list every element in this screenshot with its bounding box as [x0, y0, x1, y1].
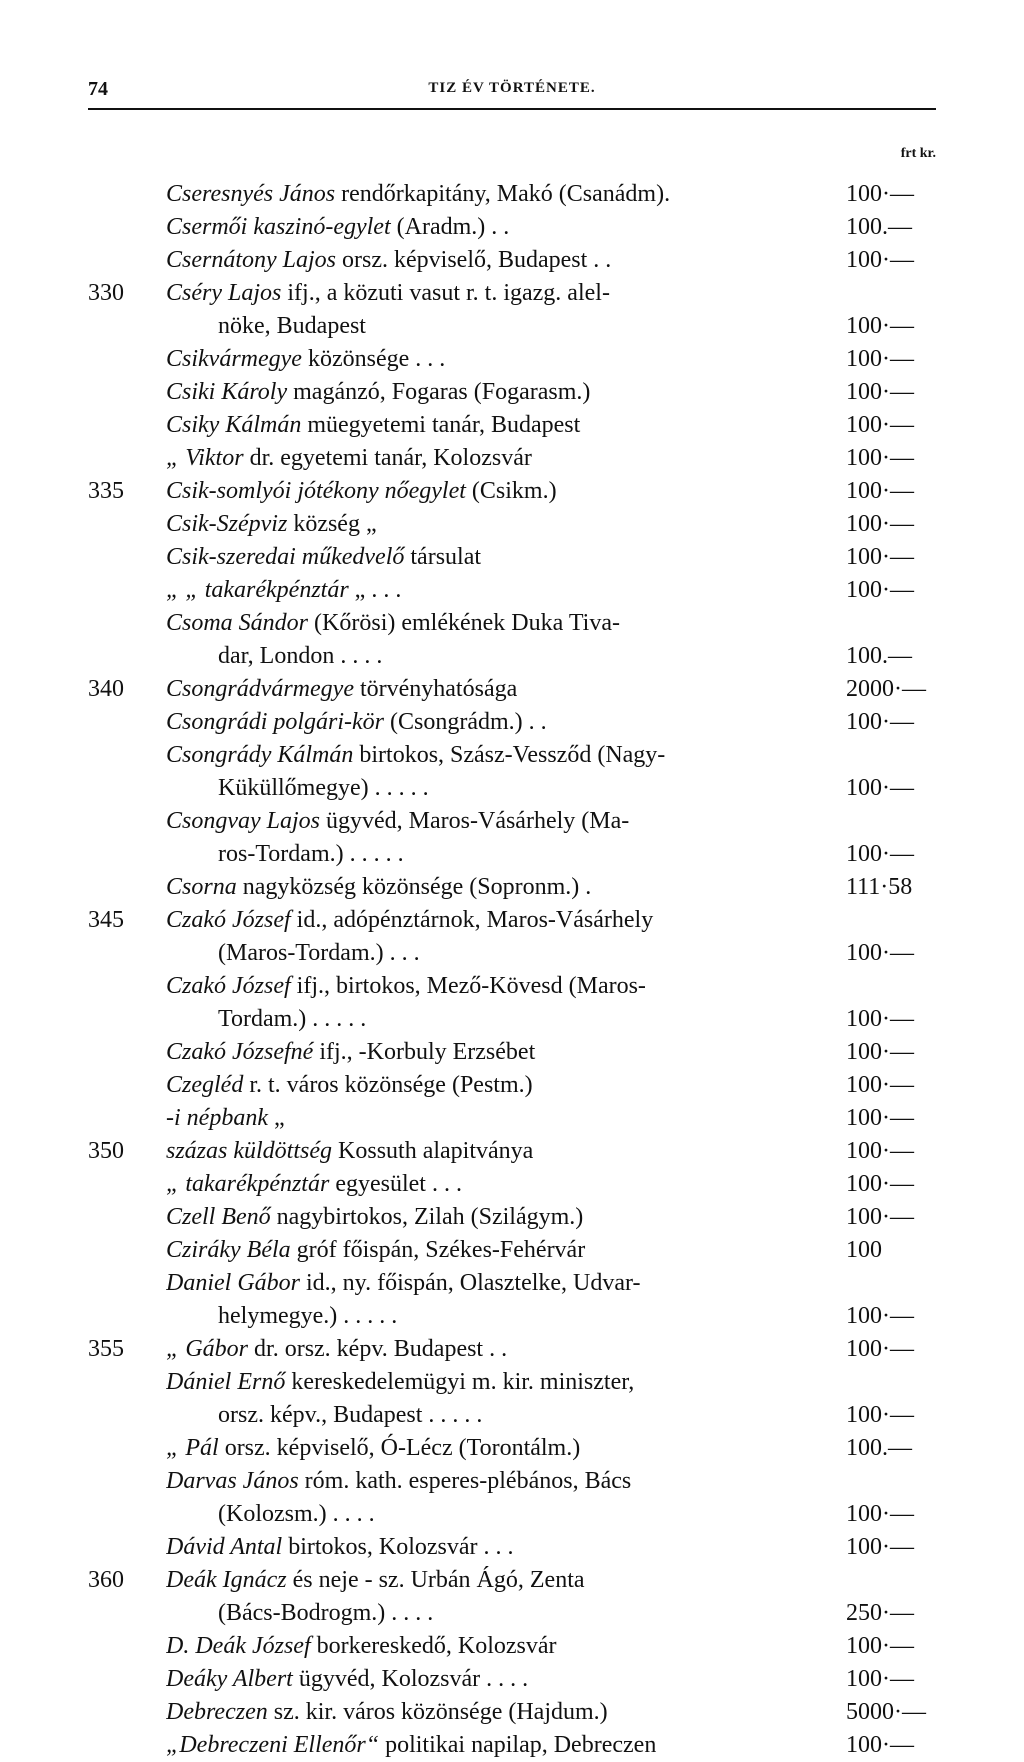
- entry-text: [166, 706, 848, 739]
- donor-list: [88, 178, 936, 1762]
- entry-text: [166, 1531, 848, 1564]
- running-title: TIZ ÉV TÖRTÉNETE.: [428, 80, 596, 96]
- list-entry: [88, 1234, 936, 1267]
- donor-name: „ „ takarékpénztár: [166, 577, 349, 603]
- donation-amount: 100.—: [846, 214, 912, 240]
- list-entry: [88, 1432, 936, 1465]
- list-entry: [88, 1498, 936, 1531]
- donor-name: Czakó József: [166, 907, 291, 933]
- entry-text: [166, 376, 848, 409]
- entry-number: 340: [88, 676, 124, 702]
- entry-description: közönsége . . .: [301, 346, 446, 372]
- entry-text: [166, 409, 848, 442]
- entry-description: (Kolozsm.) . . . .: [218, 1501, 375, 1527]
- list-entry: [88, 1531, 936, 1564]
- donor-name: „ takarékpénztár: [166, 1171, 330, 1197]
- entry-description: müegyetemi tanár, Budapest: [301, 412, 581, 438]
- entry-description: birtokos, Kolozsvár . . .: [282, 1534, 514, 1560]
- donor-name: Dániel Ernő: [166, 1369, 286, 1395]
- donation-amount: 100·—: [846, 1072, 914, 1098]
- entry-text: [166, 1498, 900, 1531]
- donation-amount: 100: [846, 1237, 882, 1263]
- entry-description: id., ny. főispán, Olasztelke, Udvar-: [300, 1270, 641, 1296]
- entry-text: [166, 1201, 848, 1234]
- donor-name: Czell Benő: [166, 1204, 271, 1230]
- list-entry: [88, 970, 936, 1003]
- donation-amount: 100·—: [846, 1039, 914, 1065]
- entry-number: 335: [88, 478, 124, 504]
- donation-amount: 100·—: [846, 577, 914, 603]
- entry-text: [166, 1333, 848, 1366]
- donor-name: Cseresnyés János: [166, 181, 336, 207]
- entry-text: [166, 1036, 848, 1069]
- list-entry: [88, 211, 936, 244]
- entry-text: [166, 244, 848, 277]
- donation-amount: 250·—: [846, 1600, 914, 1626]
- entry-description: (Bács-Bodrogm.) . . . .: [218, 1600, 434, 1626]
- donation-amount: 100·—: [846, 1666, 914, 1692]
- list-entry: [88, 1465, 936, 1498]
- entry-text: [166, 1432, 848, 1465]
- donation-amount: 100·—: [846, 1138, 914, 1164]
- entry-description: dr. orsz. képv. Budapest . .: [248, 1336, 508, 1362]
- entry-description: (Csongrádm.) . .: [384, 709, 547, 735]
- entry-description: sz. kir. város közönsége (Hajdum.): [267, 1699, 608, 1725]
- entry-description: orsz. képv., Budapest . . . . .: [218, 1402, 483, 1428]
- list-entry: [88, 739, 936, 772]
- donation-amount: 100·—: [846, 346, 914, 372]
- donor-name: Deák Ignácz: [166, 1567, 287, 1593]
- donation-amount: 100·—: [846, 1204, 914, 1230]
- list-entry: [88, 1663, 936, 1696]
- entry-description: nagyközség közönsége (Sopronm.) .: [236, 874, 592, 900]
- donation-amount: 100·—: [846, 709, 914, 735]
- currency-column-header: frt kr.: [900, 146, 936, 161]
- list-entry: [88, 1003, 936, 1036]
- list-entry: [88, 805, 936, 838]
- entry-description: (Csikm.): [465, 478, 557, 504]
- entry-text: [166, 1003, 900, 1036]
- entry-text: [166, 673, 848, 706]
- entry-text: [166, 1168, 848, 1201]
- entry-text: [166, 211, 848, 244]
- list-entry: [88, 673, 936, 706]
- list-entry: [88, 1300, 936, 1333]
- entry-text: [166, 1630, 848, 1663]
- donor-name: Cziráky Béla: [166, 1237, 291, 1263]
- donor-name: Czakó Józsefné: [166, 1039, 314, 1065]
- entry-text: [166, 1135, 848, 1168]
- entry-text: [166, 871, 848, 904]
- list-entry: [88, 607, 936, 640]
- donor-name: Csermői kaszinó-egylet: [166, 214, 391, 240]
- entry-number: 355: [88, 1336, 124, 1362]
- donation-amount: 100·—: [846, 1501, 914, 1527]
- donor-name: Dávid Antal: [166, 1534, 283, 1560]
- donation-amount: 100.—: [846, 643, 912, 669]
- entry-description: (Kőrösi) emlékének Duka Tiva-: [308, 610, 620, 636]
- list-entry: [88, 1333, 936, 1366]
- entry-text: [166, 1102, 848, 1135]
- entry-text: [166, 1267, 848, 1300]
- page-number: 74: [88, 78, 108, 100]
- entry-text: [166, 178, 848, 211]
- list-entry: [88, 871, 936, 904]
- list-entry: [88, 706, 936, 739]
- entry-text: [166, 1597, 900, 1630]
- entry-description: ifj., a közuti vasut r. t. igazg. alel-: [281, 280, 610, 306]
- donation-amount: 5000·—: [846, 1699, 926, 1725]
- donor-name: Csongrády Kálmán: [166, 742, 354, 768]
- entry-text: [166, 1366, 848, 1399]
- entry-description: társulat: [404, 544, 482, 570]
- donor-name: Debreczen: [166, 1699, 268, 1725]
- donor-name: „ Viktor: [166, 445, 244, 471]
- entry-description: borkereskedő, Kolozsvár: [310, 1633, 557, 1659]
- list-entry: [88, 442, 936, 475]
- entry-text: [166, 1696, 848, 1729]
- donation-amount: 100·—: [846, 379, 914, 405]
- entry-description: és neje - sz. Urbán Ágó, Zenta: [286, 1567, 585, 1593]
- entry-description: orsz. képviselő, Ó-Lécz (Torontálm.): [218, 1435, 581, 1461]
- donor-name: Deáky Albert: [166, 1666, 293, 1692]
- list-entry: [88, 343, 936, 376]
- entry-description: ügyvéd, Kolozsvár . . . .: [292, 1666, 529, 1692]
- list-entry: [88, 1729, 936, 1762]
- list-entry: [88, 904, 936, 937]
- list-entry: [88, 277, 936, 310]
- list-entry: [88, 541, 936, 574]
- list-entry: [88, 1168, 936, 1201]
- entry-text: [166, 970, 848, 1003]
- entry-text: [166, 574, 848, 607]
- entry-description: (Aradm.) . .: [390, 214, 510, 240]
- entry-text: [166, 541, 848, 574]
- donor-name: „ Gábor: [166, 1336, 249, 1362]
- donor-name: Csorna: [166, 874, 237, 900]
- list-entry: [88, 244, 936, 277]
- list-entry: [88, 409, 936, 442]
- donation-amount: 100·—: [846, 1303, 914, 1329]
- list-entry: [88, 772, 936, 805]
- entry-description: gróf főispán, Székes-Fehérvár: [290, 1237, 586, 1263]
- entry-description: nöke, Budapest: [218, 313, 366, 339]
- entry-text: [166, 1234, 848, 1267]
- donation-amount: 100·—: [846, 445, 914, 471]
- entry-description: ifj., -Korbuly Erzsébet: [313, 1039, 536, 1065]
- entry-description: dr. egyetemi tanár, Kolozsvár: [243, 445, 532, 471]
- list-entry: [88, 178, 936, 211]
- donor-name: százas küldöttség: [166, 1138, 333, 1164]
- list-entry: [88, 1696, 936, 1729]
- donation-amount: 100·—: [846, 313, 914, 339]
- list-entry: [88, 1102, 936, 1135]
- donor-name: Csoma Sándor: [166, 610, 309, 636]
- donor-name: Daniel Gábor: [166, 1270, 300, 1296]
- entry-description: ifj., birtokos, Mező-Kövesd (Maros-: [290, 973, 646, 999]
- entry-text: [166, 805, 848, 838]
- donation-amount: 100.—: [846, 1435, 912, 1461]
- entry-description: törvényhatósága: [353, 676, 518, 702]
- donation-amount: 100·—: [846, 412, 914, 438]
- list-entry: [88, 475, 936, 508]
- list-entry: [88, 1597, 936, 1630]
- donor-name: Csik-Szépviz: [166, 511, 288, 537]
- entry-text: [166, 1399, 900, 1432]
- donor-name: Csikvármegye: [166, 346, 302, 372]
- entry-text: [166, 607, 848, 640]
- list-entry: [88, 838, 936, 871]
- donation-amount: 100·—: [846, 1006, 914, 1032]
- entry-text: [166, 277, 848, 310]
- donor-name: Csernátony Lajos: [166, 247, 337, 273]
- list-entry: [88, 310, 936, 343]
- donation-amount: 100·—: [846, 544, 914, 570]
- donation-amount: 100·—: [846, 1171, 914, 1197]
- list-entry: [88, 1630, 936, 1663]
- donation-amount: 2000·—: [846, 676, 926, 702]
- list-entry: [88, 1135, 936, 1168]
- entry-text: [166, 1465, 848, 1498]
- entry-description: „ . . .: [348, 577, 402, 603]
- list-entry: [88, 1366, 936, 1399]
- list-entry: [88, 1201, 936, 1234]
- donation-amount: 100·—: [846, 1336, 914, 1362]
- entry-description: dar, London . . . .: [218, 643, 383, 669]
- list-entry: [88, 376, 936, 409]
- list-entry: [88, 508, 936, 541]
- list-entry: [88, 1036, 936, 1069]
- entry-description: egyesület . . .: [329, 1171, 462, 1197]
- entry-text: [166, 508, 848, 541]
- page-header: [88, 78, 936, 110]
- donor-name: „Debreczeni Ellenőr“: [166, 1732, 380, 1758]
- donor-name: D. Deák József: [166, 1633, 311, 1659]
- donor-name: Csongrádi polgári-kör: [166, 709, 385, 735]
- donation-amount: 100·—: [846, 841, 914, 867]
- entry-text: [166, 1663, 848, 1696]
- entry-number: 345: [88, 907, 124, 933]
- entry-description: ügyvéd, Maros-Vásárhely (Ma-: [320, 808, 630, 834]
- entry-description: (Maros-Tordam.) . . .: [218, 940, 420, 966]
- entry-description: birtokos, Szász-Vessződ (Nagy-: [353, 742, 666, 768]
- entry-text: [166, 1300, 900, 1333]
- donor-name: -i népbank: [166, 1105, 268, 1131]
- entry-text: [166, 310, 900, 343]
- list-entry: [88, 1267, 936, 1300]
- list-entry: [88, 1564, 936, 1597]
- donor-name: Csiki Károly: [166, 379, 288, 405]
- donation-amount: 100·—: [846, 1534, 914, 1560]
- donation-amount: 100·—: [846, 1633, 914, 1659]
- list-entry: [88, 1069, 936, 1102]
- list-entry: [88, 1399, 936, 1432]
- entry-description: helymegye.) . . . . .: [218, 1303, 398, 1329]
- donation-amount: 111·58: [846, 874, 913, 900]
- donation-amount: 100·—: [846, 247, 914, 273]
- donor-name: „ Pál: [166, 1435, 219, 1461]
- entry-description: magánzó, Fogaras (Fogarasm.): [287, 379, 591, 405]
- entry-description: nagybirtokos, Zilah (Szilágym.): [270, 1204, 584, 1230]
- list-entry: [88, 937, 936, 970]
- donor-name: Csik-szeredai műkedvelő: [166, 544, 405, 570]
- entry-number: 330: [88, 280, 124, 306]
- donor-name: Csik-somlyói jótékony nőegylet: [166, 478, 466, 504]
- donation-amount: 100·—: [846, 1402, 914, 1428]
- entry-description: „: [267, 1105, 285, 1131]
- list-entry: [88, 640, 936, 673]
- entry-description: orsz. képviselő, Budapest . .: [336, 247, 612, 273]
- entry-description: id., adópénztárnok, Maros-Vásárhely: [290, 907, 654, 933]
- donor-name: Darvas János: [166, 1468, 299, 1494]
- entry-text: [166, 1729, 848, 1762]
- entry-text: [166, 1564, 848, 1597]
- entry-description: róm. kath. esperes-plébános, Bács: [298, 1468, 632, 1494]
- entry-description: kereskedelemügyi m. kir. miniszter,: [285, 1369, 635, 1395]
- donation-amount: 100·—: [846, 1732, 914, 1758]
- donation-amount: 100·—: [846, 478, 914, 504]
- donation-amount: 100·—: [846, 1105, 914, 1131]
- entry-text: [166, 442, 848, 475]
- donor-name: Csongvay Lajos: [166, 808, 321, 834]
- entry-number: 350: [88, 1138, 124, 1164]
- entry-text: [166, 838, 900, 871]
- entry-description: r. t. város közönsége (Pestm.): [243, 1072, 533, 1098]
- entry-text: [166, 1069, 848, 1102]
- entry-description: Tordam.) . . . . .: [218, 1006, 367, 1032]
- entry-text: [166, 904, 848, 937]
- entry-text: [166, 640, 900, 673]
- donor-name: Csiky Kálmán: [166, 412, 302, 438]
- entry-number: 360: [88, 1567, 124, 1593]
- donation-amount: 100·—: [846, 511, 914, 537]
- entry-description: Kossuth alapitványa: [332, 1138, 534, 1164]
- entry-text: [166, 937, 900, 970]
- entry-description: Küküllőmegye) . . . . .: [218, 775, 429, 801]
- list-entry: [88, 574, 936, 607]
- donation-amount: 100·—: [846, 775, 914, 801]
- entry-text: [166, 475, 848, 508]
- entry-text: [166, 772, 900, 805]
- entry-description: község „: [287, 511, 377, 537]
- entry-description: rendőrkapitány, Makó (Csanádm).: [335, 181, 671, 207]
- donor-name: Csongrádvármegye: [166, 676, 354, 702]
- entry-description: ros-Tordam.) . . . . .: [218, 841, 404, 867]
- donation-amount: 100·—: [846, 940, 914, 966]
- entry-text: [166, 739, 848, 772]
- donation-amount: 100·—: [846, 181, 914, 207]
- donor-name: Czegléd: [166, 1072, 244, 1098]
- entry-text: [166, 343, 848, 376]
- donor-name: Czakó József: [166, 973, 291, 999]
- entry-description: politikai napilap, Debreczen: [379, 1732, 657, 1758]
- donor-name: Cséry Lajos: [166, 280, 282, 306]
